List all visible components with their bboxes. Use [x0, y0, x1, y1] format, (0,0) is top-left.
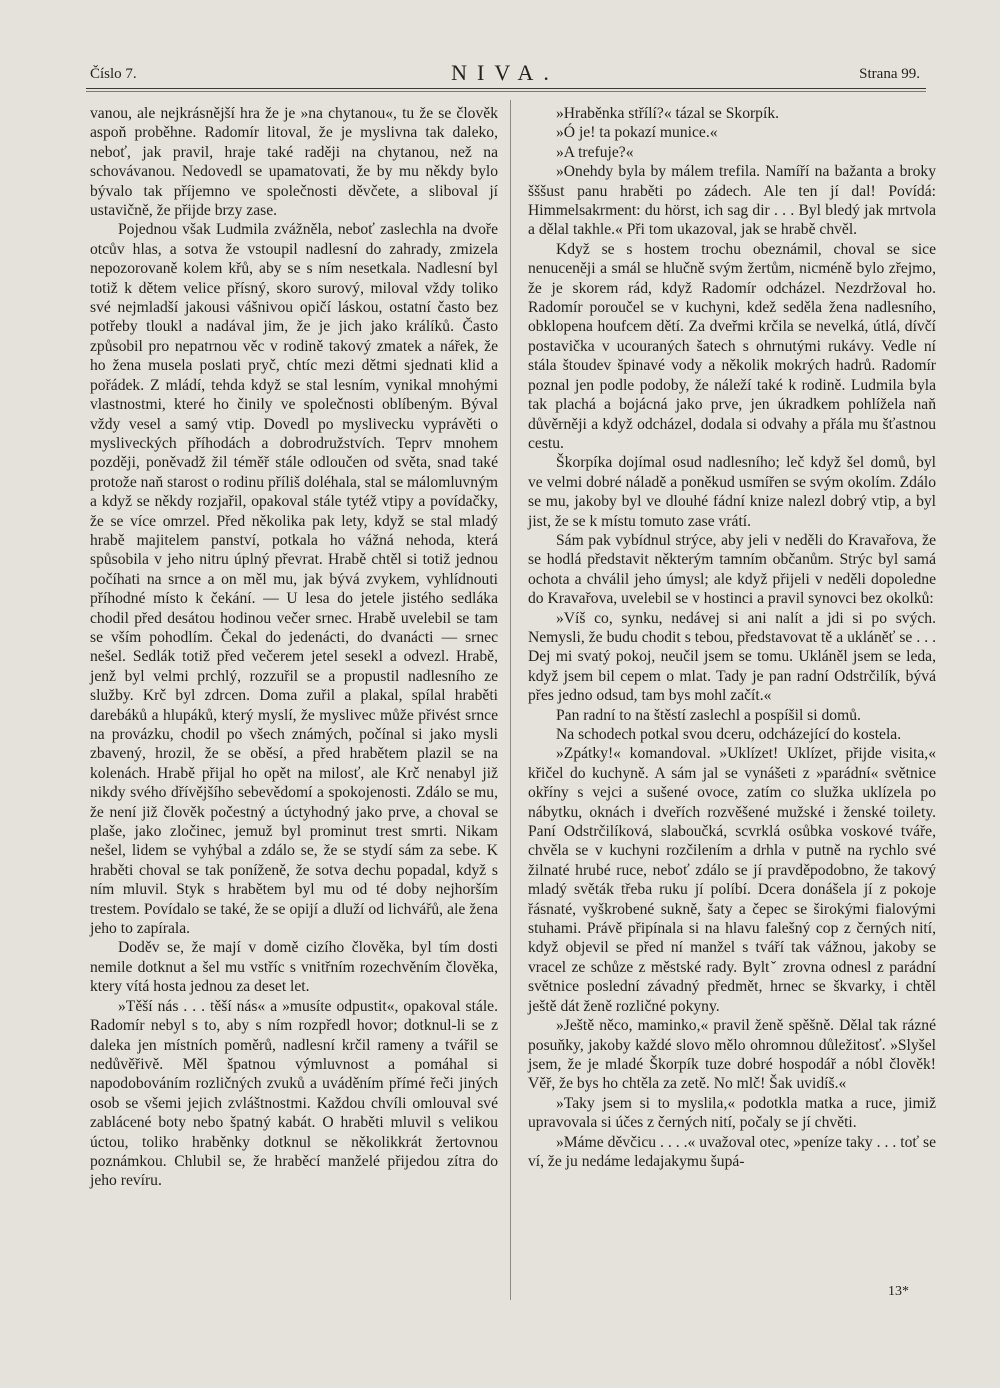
- paragraph: »Ještě něco, maminko,« pravil ženě spěšně. Dělal tak rázné posuňky, jakoby každé slovo mělo ohromnou důležitosť. »Slyšel jsem, že je mladé Škorpík tuze dobré hospodář a nóbl člověk! Věř, že bys ho chtěla za zetě. No mlč! Šak uvidíš.«: [528, 1017, 936, 1093]
- paragraph: Když se s hostem trochu obeznámil, choval se sice nenuceněji a smál se hlučně svým žertům, nicméně bylo zřejmo, že je skorem rád, když Radomír odcházel. Nezdržoval ho. Radomír poroučel se v kuchyni, kdež seděla žena nadlesního, obklopena houfcem dětí. Za dveřmi krčila se nevelká, útlá, dívčí postavička v ucouraných šatech s ohrnutými rukávy. Vedle ní stála štoudev špinavé vody a několik mokrých hadrů. Radomír poznal jen podle podoby, že náleží také k rodině. Ludmila byla tak plachá a bojácná jako prve, jen úkradkem pohlížela naň důvěrněji a když odcházel, dodala si odvahy a přála mu šťastnou cestu.: [528, 240, 936, 452]
- header-rule-secondary: [86, 91, 926, 92]
- paragraph: »Hraběnka střílí?« tázal se Skorpík.: [556, 105, 780, 122]
- paragraph: »Zpátky!« komandoval. »Uklízet! Uklízet, přijde visita,« křičel do kuchyně. A sám jal se vynášeti z »parádní« světnice okříny s vejci a sušené ovoce, zatím co služka uklízela po nábytku, oknách i dveřích rozvěšené mužské i ženské toilety. Paní Odstrčilíková, slaboučká, scvrklá osůbka voskové tváře, chvěla se v kuchyni rozčilením a drhla v putně na rychlo své žilnaté hrubé ruce, neboť zdálo se jí pravděpodobno, že takový mladý světák třeba ruku jí políbí. Dcera donášela jí z pokoje řásnaté, vyškrobené sukně, šaty a čepec se širokými fialovými stuhami. Právě připínala si na hlavu falešný cop z černých nití, když objevil se před ní manžel s tváří tak vážnou, jakoby se vracel ze schůze z městské rady. Byltˇ zrovna odnesl z parádní světnice poslední závadný předmět, hrnec se škvarky, i chtěl ještě dát ženě rozličné pokyny.: [528, 745, 936, 1015]
- paragraph: »Máme děvčicu . . . .« uvažoval otec, »peníze taky . . . toť se ví, že ju nedáme ledajakymu šupá-: [528, 1133, 936, 1170]
- right-column: [528, 104, 936, 1171]
- paragraph: Sám pak vybídnul strýce, aby jeli v neděli do Kravařova, že se hodlá představit některým tamním občanům. Strýc byl samá ochota a chválil jeho úmysl; ale když přijeli v neděli dopoledne do Kravařova, uvelebil se v hostinci a pravil synovci bez okolků:: [528, 531, 936, 608]
- issue-number: Číslo 7.: [90, 66, 137, 82]
- paragraph: Doděv se, že mají v domě cizího člověka, byl tím dosti nemile dotknut a šel mu vstříc s vnitřním rozechvěním člověka, ktery vítá hosta jednou za deset let.: [90, 939, 498, 996]
- paragraph: »Taky jsem si to myslila,« podotkla matka a ruce, jimiž upravovala si účes z černých nití, počaly se jí chvěti.: [528, 1094, 936, 1132]
- paragraph: »Ó je! ta pokazí munice.«: [556, 124, 718, 142]
- paragraph: vanou, ale nejkrásnější hra že je »na chytanou«, tu že se člověk aspoň proběhne. Radomír litoval, že je myslivna tak daleko, neboť, jak pravil, hraje také raději na chytanou, než na schovávanou. Nedovedl se upamatovati, že by mu někdy bylo bývalo tak příjemno ve společnosti děvčete, a sliboval jí ustavičně, že přijde brzy zase.: [90, 105, 498, 220]
- paragraph: »A trefuje?«: [556, 143, 634, 161]
- column-divider: [510, 100, 511, 1300]
- page-number: Strana 99.: [859, 66, 920, 82]
- page-header: [90, 60, 920, 88]
- paragraph: »Onehdy byla by málem trefila. Namíří na bažanta a broky šššust panu hraběti po zádech. Ale ten jí dal! Povídá: Himmelsakrment: du hörst, ich sag dir . . . Byl bledý jak mrtvola a dělal takhle.« Při tom ukazoval, jak se hrabě chvěl.: [528, 163, 936, 239]
- paragraph: »Víš co, synku, nedávej si ani nalít a jdi si po svých. Nemysli, že budu chodit s tebou, představovat tě a ukláněť se . . . Dej mi svatý pokoj, neučil jsem se tomu. Ukláněl jsem se leda, když jsem bil cepem o mlat. Tady je pan radní Odstrčilík, bývá přes jedno odsud, tam bys mohl začít.«: [528, 609, 936, 705]
- sheet-signature: 13*: [888, 1284, 909, 1299]
- paragraph: »Těší nás . . . těší nás« a »musíte odpustit«, opakoval stále. Radomír nebyl s to, aby s ním rozpředl hovor; dotknul-li se z daleka jen místních poměrů, nadlesní krčil rameny a tvářil se nedůvěřivě. Měl špatnou výmluvnost a pomáhal si napodobováním rozličných zvuků a uváděním přímé řeči jiných osob se všemi jejich zvláštnostmi. Každou chvíli omlouval své zablácené boty nebo špatný kabát. O hraběti mluvil s velikou úctou, toliko hraběnky dotknul se několikkrát žertovnou poznámkou. Chlubil se, že hraběcí manželé přijedou zítra do jeho revíru.: [90, 997, 498, 1190]
- paragraph: Škorpíka dojímal osud nadlesního; leč když šel domů, byl ve velmi dobré náladě a poněkud usmířen se svým okolím. Zdálo se mu, jakoby byl ve dlouhé fádní knize nalezl dobrý vtip, a byl jist, že se k místu tomuto zase vrátí.: [528, 454, 936, 530]
- header-rule: [86, 88, 926, 89]
- paragraph: Pan radní to na štěstí zaslechl a pospíšil si domů.: [556, 706, 861, 724]
- journal-title: NIVA.: [451, 60, 559, 85]
- left-column: [90, 104, 498, 1191]
- paragraph: Na schodech potkal svou dceru, odcházející do kostela.: [556, 726, 902, 743]
- paragraph: Pojednou však Ludmila zvážněla, neboť zaslechla na dvoře otcův hlas, a sotva že vstoupil nadlesní do zahrady, zmizela nepozorovaně kolem křů, aby se s ním nesetkala. Nadlesní byl totiž k dětem velice přísný, skoro surový, miloval vždy toliko své nejmladší jakousi vášnivou opičí láskou, ostatní často bez potřeby tloukl a nadával jim, že je jich jako králíků. Často způsobil pro nepatrnou věc v rodině takový zmatek a nářek, že ho žena musela poslati pryč, chtíc mezi dětmi sjednati klid a pořádek. Z mládí, tehda když se stal lesním, vynikal mnohými vlastnostmi, které ho činily ve společnosti oblíbeným. Býval vždy vesel a samý vtip. Dovedl po myslivecku vyprávěti o mysliveckých příhodách a dobrodružstvích. Teprv mnohem později, poněvadž žil téměř stále odloučen od světa, snad také protože naň starost o rodinu příliš doléhala, stal se málomluvným a když se někdy rozjařil, opakoval stále tytéž vtipy a povídačky, že se více omrzel. Před několika pak lety, když se stal mladý hrabě majitelem panství, potkala ho vážná nehoda, která spůsobila v jeho nitru úplný převrat. Hrabě chtěl si totiž jednou počíhati na srnce a on měl mu, jak bývá zvykem, vyhlídnouti příhodné místo k čekání. — U lesa do jetele jistého sedláka chodil před desátou hodinou večer srnec. Hrabě uvelebil se tam se vším pohodlím. Čekal do jedenácti, do dvanácti — srnec nešel. Sedlák totiž před večerem jetel sesekl a odvezl. Hrabě, jenž byl velmi prchlý, rozzuřil se a propustil nadlesního ze služby. Krč byl zdrcen. Doma zuřil a plakal, spílal hraběti darebáků a hlupáků, který myslí, že myslivec může přivést srnce na provázku, chodil po všech známých, počínal si jako mysli zbavený, hrozil, že se oběsí, a před hrabětem plazil se na kolenách. Hrabě přijal ho opět na milosť, ale Krč nenabyl již nikdy svého dřívějšího sebevědomí a spokojenosti. Zdálo se mu, že není již člověk počestný a úctyhodný jako prve, a choval se plaše, jako zločinec, jemuž byl prominut trest smrti. Nikam nešel, lidem se vyhýbal a zdálo se, že se stydí sám za sebe. K hraběti choval se tak poníženě, že sotva dechu popadal, když s ním mluvil. Styk s hrabětem byl mu od té doby nejhorším trestem. Povídalo se také, že se opijí a dluží od lichvářů, ale žena jeho to zapírala.: [90, 221, 498, 938]
